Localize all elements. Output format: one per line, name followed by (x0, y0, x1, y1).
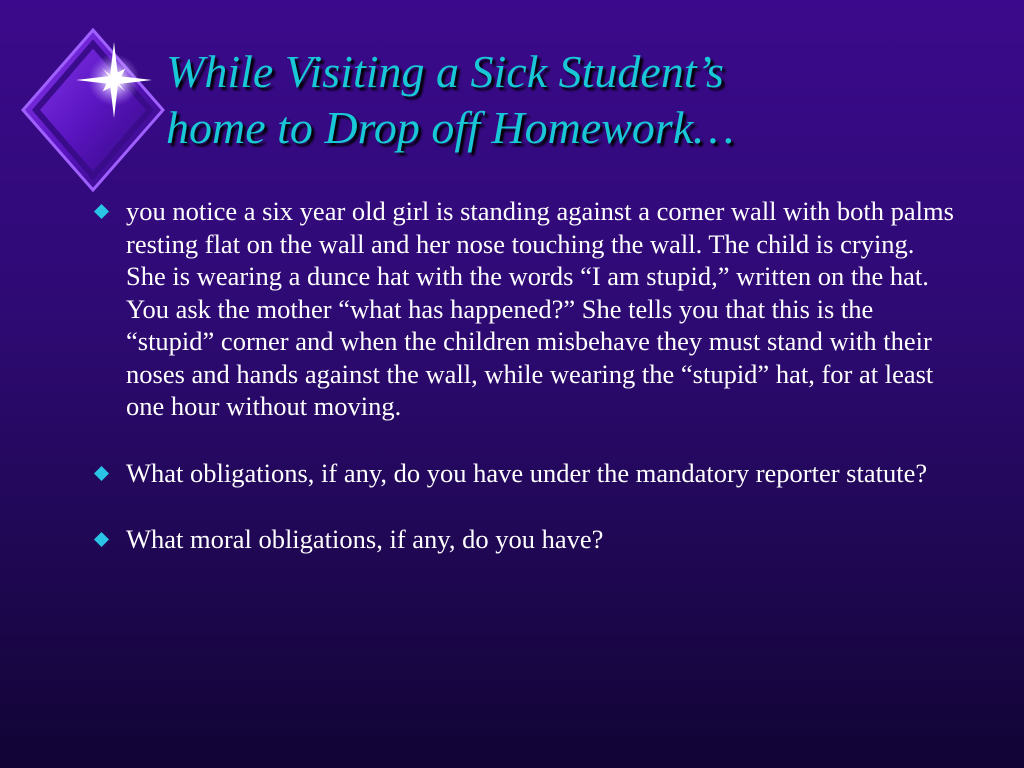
list-item (94, 523, 954, 556)
list-item (94, 457, 954, 490)
diamond-star-icon (18, 20, 168, 200)
bullet-text: What obligations, if any, do you have under the mandatory reporter statute? (126, 457, 928, 488)
diamond-bullet-icon (94, 466, 109, 481)
slide-title-line-2: home to Drop off Homework… (166, 102, 735, 153)
list-item (94, 195, 954, 423)
diamond-bullet-icon (94, 532, 109, 547)
slide-title-line-1: While Visiting a Sick Student’s (166, 46, 724, 97)
bullet-text: What moral obligations, if any, do you have? (126, 524, 604, 554)
bullet-list (94, 195, 954, 590)
slide-title (166, 44, 1006, 156)
diamond-bullet-icon (94, 204, 109, 219)
bullet-text: you notice a six year old girl is standing against a corner wall with both palms resting flat on the wall and her nose touching the wall. The child is crying. She is wearing a dunce hat with the words “I am stupid,” written on the hat. You ask the mother “what has happened?” She tells you that this is the “stupid” corner and when the children misbehave they must stand with their noses and hands against the wall, while wearing the “stupid” hat, for at least one hour without moving. (126, 196, 954, 421)
